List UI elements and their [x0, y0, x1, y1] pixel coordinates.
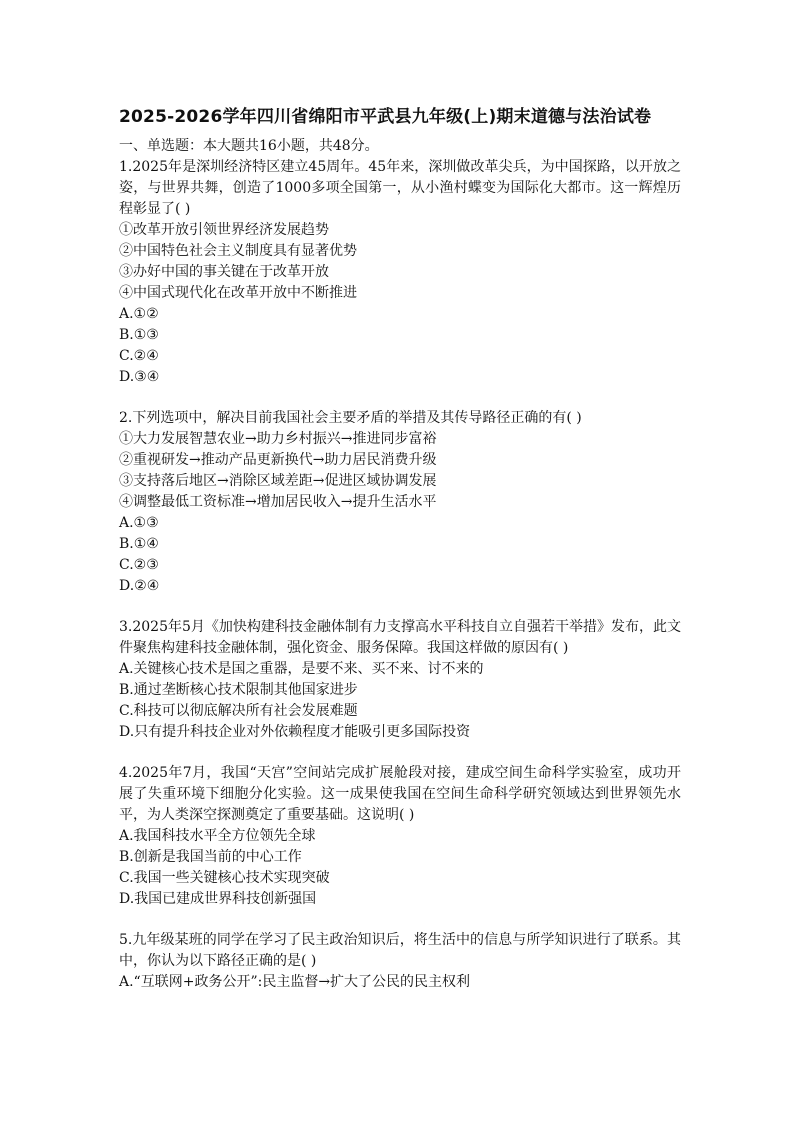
answer-option: B.①④ [119, 536, 159, 552]
exam-content [119, 104, 681, 993]
answer-option: D.只有提升科技企业对外依赖程度才能吸引更多国际投资 [119, 724, 471, 740]
answer-option: C.②④ [119, 348, 159, 364]
answer-option: D.我国已建成世界科技创新强国 [119, 891, 317, 907]
answer-option: A.我国科技水平全方位领先全球 [119, 828, 316, 844]
answer-option: A.①③ [119, 515, 159, 531]
question-stem: 4.2025年7月，我国“天宫”空间站完成扩展舱段对接，建成空间生命科学实验室，成功开展了失重环境下细胞分化实验。这一成果使我国在空间生命科学研究领域达到世界领先水平，为人类深空探测奠定了重要基础。这说明( ) [119, 765, 681, 823]
exam-title: 2025-2026学年四川省绵阳市平武县九年级(上)期末道德与法治试卷 [119, 107, 652, 127]
answer-option: A.①② [119, 306, 159, 322]
question-stem: 5.九年级某班的同学在学习了民主政治知识后，将生活中的信息与所学知识进行了联系。其中，你认为以下路径正确的是( ) [119, 932, 681, 969]
statement-item: ①大力发展智慧农业→助力乡村振兴→推进同步富裕 [119, 431, 437, 447]
answer-option: B.创新是我国当前的中心工作 [119, 849, 302, 865]
answer-option: A.“互联网+政务公开”:民主监督→扩大了公民的民主权利 [119, 974, 471, 990]
question-list [119, 157, 681, 993]
statement-item: ①改革开放引领世界经济发展趋势 [119, 222, 329, 238]
statement-item: ④中国式现代化在改革开放中不断推进 [119, 285, 357, 301]
question-stem: 1.2025年是深圳经济特区建立45周年。45年来，深圳做改革尖兵，为中国探路，以开放之姿，与世界共舞，创造了1000多项全国第一，从小渔村蝶变为国际化大都市。这一辉煌历程彰显了( ) [119, 159, 681, 217]
answer-option: B.①③ [119, 327, 159, 343]
section-heading: 一、单选题：本大题共16小题，共48分。 [119, 138, 379, 154]
answer-option: C.科技可以彻底解决所有社会发展难题 [119, 703, 358, 719]
statement-item: ③支持落后地区→消除区域差距→促进区域协调发展 [119, 473, 437, 489]
question-2 [119, 408, 681, 597]
statement-item: ③办好中国的事关键在于改革开放 [119, 264, 329, 280]
question-stem: 3.2025年5月《加快构建科技金融体制有力支撑高水平科技自立自强若干举措》发布，此文件聚焦构建科技金融体制，强化资金、服务保障。我国这样做的原因有( ) [119, 619, 681, 656]
question-stem: 2.下列选项中，解决目前我国社会主要矛盾的举措及其传导路径正确的有( ) [119, 410, 582, 426]
answer-option: C.②③ [119, 557, 159, 573]
answer-option: C.我国一些关键核心技术实现突破 [119, 870, 330, 886]
answer-option: D.③④ [119, 369, 160, 385]
question-4 [119, 763, 681, 910]
question-3 [119, 617, 681, 743]
question-1 [119, 157, 681, 388]
answer-option: B.通过垄断核心技术限制其他国家进步 [119, 682, 358, 698]
statement-item: ②重视研发→推动产品更新换代→助力居民消费升级 [119, 452, 437, 468]
question-5 [119, 930, 681, 993]
answer-option: A.关键核心技术是国之重器，是要不来、买不来、讨不来的 [119, 661, 484, 677]
statement-item: ②中国特色社会主义制度具有显著优势 [119, 243, 357, 259]
statement-item: ④调整最低工资标准→增加居民收入→提升生活水平 [119, 494, 437, 510]
answer-option: D.②④ [119, 578, 160, 594]
